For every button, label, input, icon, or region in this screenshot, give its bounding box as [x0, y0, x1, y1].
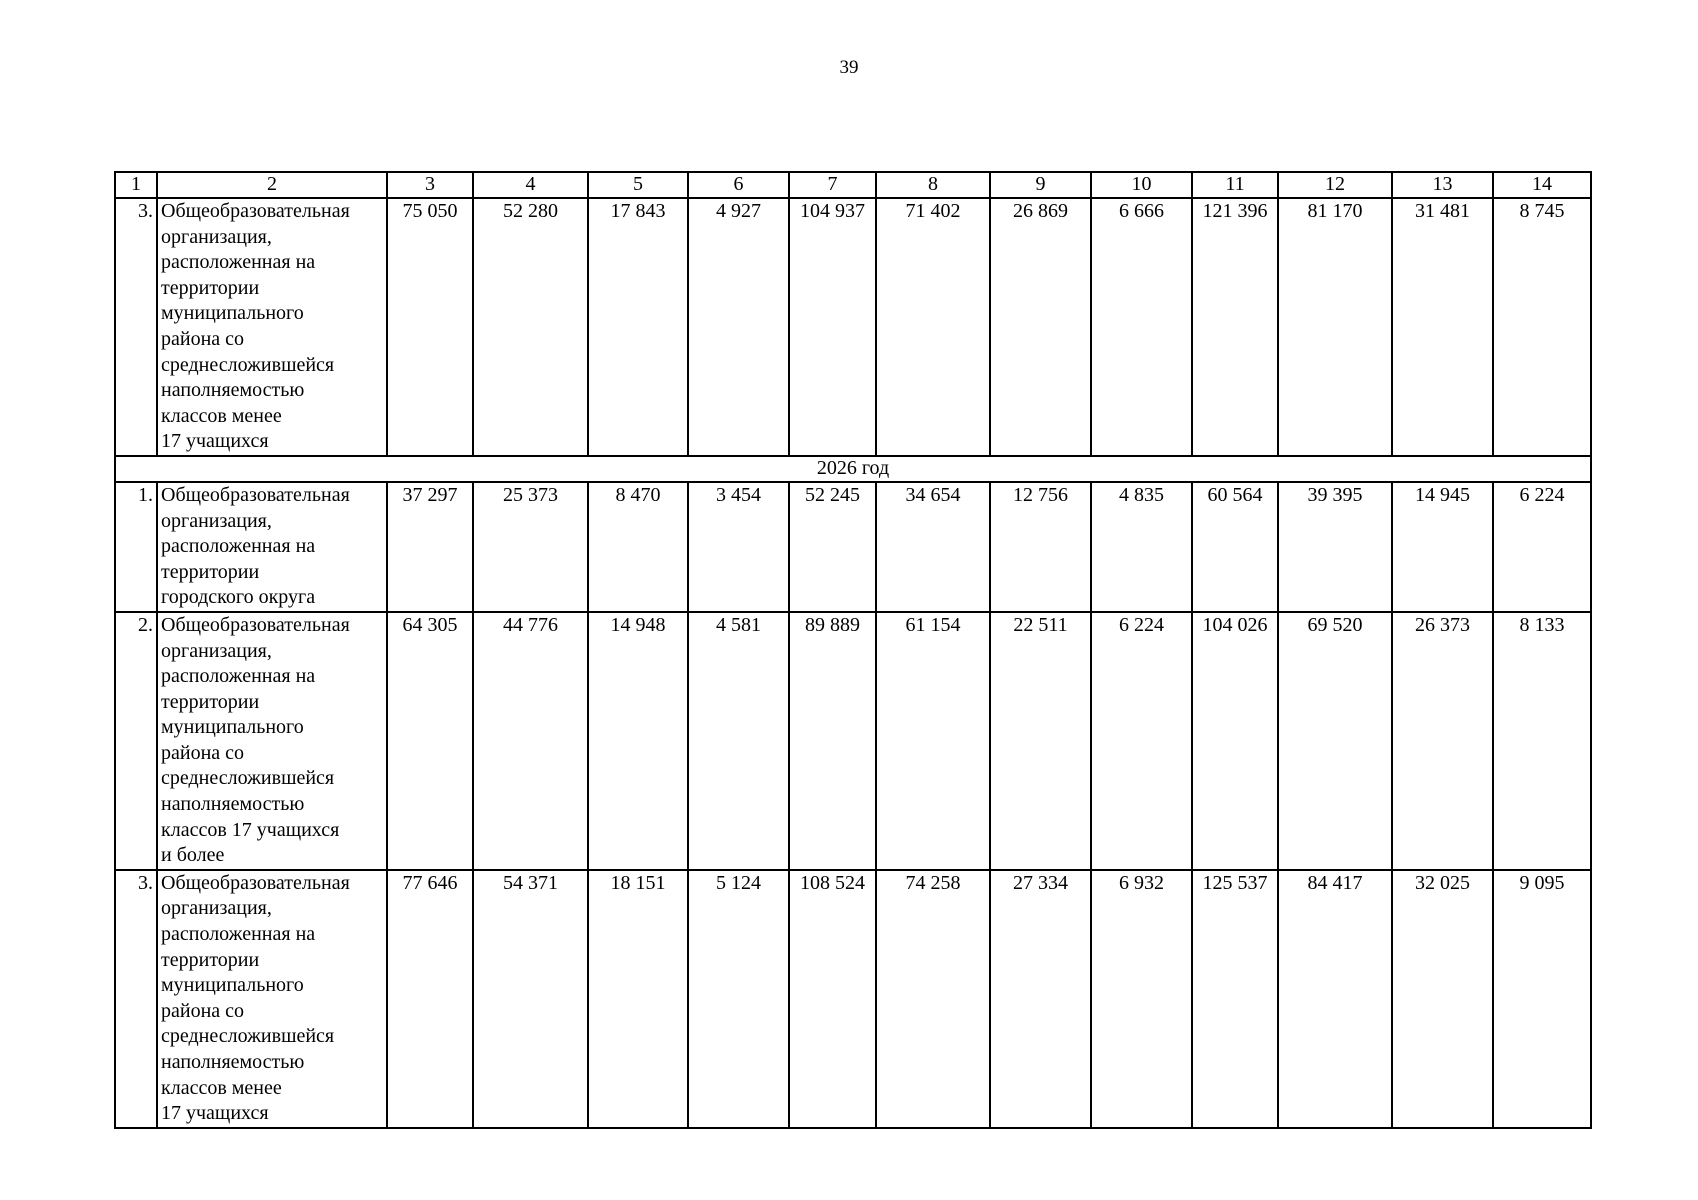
table-row [115, 870, 1591, 1128]
value-cell: 108 524 [789, 870, 876, 1128]
value-cell: 26 373 [1392, 612, 1493, 870]
value-cell: 52 245 [789, 482, 876, 612]
value-cell: 32 025 [1392, 870, 1493, 1128]
column-number-cell: 1 [115, 172, 157, 198]
value-cell: 84 417 [1278, 870, 1392, 1128]
value-cell: 44 776 [473, 612, 588, 870]
column-number-cell: 9 [990, 172, 1091, 198]
value-cell: 61 154 [876, 612, 990, 870]
table-row [115, 612, 1591, 870]
column-number-cell: 11 [1192, 172, 1278, 198]
table-row [115, 482, 1591, 612]
value-cell: 4 581 [688, 612, 789, 870]
page-number: 39 [839, 57, 859, 78]
value-cell: 125 537 [1192, 870, 1278, 1128]
value-cell: 31 481 [1392, 198, 1493, 456]
column-number-cell: 10 [1091, 172, 1192, 198]
row-number-cell: 2. [115, 612, 157, 870]
value-cell: 60 564 [1192, 482, 1278, 612]
value-cell: 74 258 [876, 870, 990, 1128]
value-cell: 69 520 [1278, 612, 1392, 870]
value-cell: 8 745 [1493, 198, 1591, 456]
value-cell: 75 050 [387, 198, 473, 456]
value-cell: 22 511 [990, 612, 1091, 870]
value-cell: 9 095 [1493, 870, 1591, 1128]
table-row [115, 198, 1591, 456]
column-number-cell: 6 [688, 172, 789, 198]
value-cell: 121 396 [1192, 198, 1278, 456]
row-number-cell: 3. [115, 870, 157, 1128]
value-cell: 27 334 [990, 870, 1091, 1128]
organization-name-cell: Общеобразовательная организация, расположенная на территории муниципального района со среднесложившейся наполняемостью классов 17 учащихся и более [157, 612, 387, 870]
organization-name-cell: Общеобразовательная организация, расположенная на территории муниципального района со среднесложившейся наполняемостью классов менее 17 учащихся [157, 870, 387, 1128]
value-cell: 89 889 [789, 612, 876, 870]
value-cell: 104 026 [1192, 612, 1278, 870]
value-cell: 52 280 [473, 198, 588, 456]
organization-name-cell: Общеобразовательная организация, расположенная на территории муниципального района со среднесложившейся наполняемостью классов менее 17 учащихся [157, 198, 387, 456]
column-number-cell: 13 [1392, 172, 1493, 198]
value-cell: 8 470 [588, 482, 688, 612]
value-cell: 104 937 [789, 198, 876, 456]
value-cell: 77 646 [387, 870, 473, 1128]
column-number-cell: 4 [473, 172, 588, 198]
value-cell: 4 835 [1091, 482, 1192, 612]
column-number-cell: 8 [876, 172, 990, 198]
column-number-cell: 14 [1493, 172, 1591, 198]
value-cell: 14 948 [588, 612, 688, 870]
value-cell: 71 402 [876, 198, 990, 456]
value-cell: 6 932 [1091, 870, 1192, 1128]
value-cell: 26 869 [990, 198, 1091, 456]
value-cell: 64 305 [387, 612, 473, 870]
column-number-cell: 3 [387, 172, 473, 198]
column-number-row [115, 172, 1591, 198]
section-row [115, 456, 1591, 482]
value-cell: 3 454 [688, 482, 789, 612]
value-cell: 5 124 [688, 870, 789, 1128]
column-number-cell: 7 [789, 172, 876, 198]
value-cell: 6 224 [1091, 612, 1192, 870]
value-cell: 6 224 [1493, 482, 1591, 612]
organization-name-cell: Общеобразовательная организация, расположенная на территории городского округа [157, 482, 387, 612]
row-number-cell: 3. [115, 198, 157, 456]
value-cell: 18 151 [588, 870, 688, 1128]
value-cell: 25 373 [473, 482, 588, 612]
row-number-cell: 1. [115, 482, 157, 612]
value-cell: 81 170 [1278, 198, 1392, 456]
value-cell: 54 371 [473, 870, 588, 1128]
value-cell: 14 945 [1392, 482, 1493, 612]
data-table [114, 171, 1592, 1129]
value-cell: 6 666 [1091, 198, 1192, 456]
column-number-cell: 5 [588, 172, 688, 198]
table-body [115, 172, 1591, 1128]
value-cell: 4 927 [688, 198, 789, 456]
value-cell: 37 297 [387, 482, 473, 612]
value-cell: 17 843 [588, 198, 688, 456]
value-cell: 8 133 [1493, 612, 1591, 870]
value-cell: 34 654 [876, 482, 990, 612]
value-cell: 12 756 [990, 482, 1091, 612]
value-cell: 39 395 [1278, 482, 1392, 612]
section-title-cell: 2026 год [115, 456, 1591, 482]
column-number-cell: 2 [157, 172, 387, 198]
column-number-cell: 12 [1278, 172, 1392, 198]
